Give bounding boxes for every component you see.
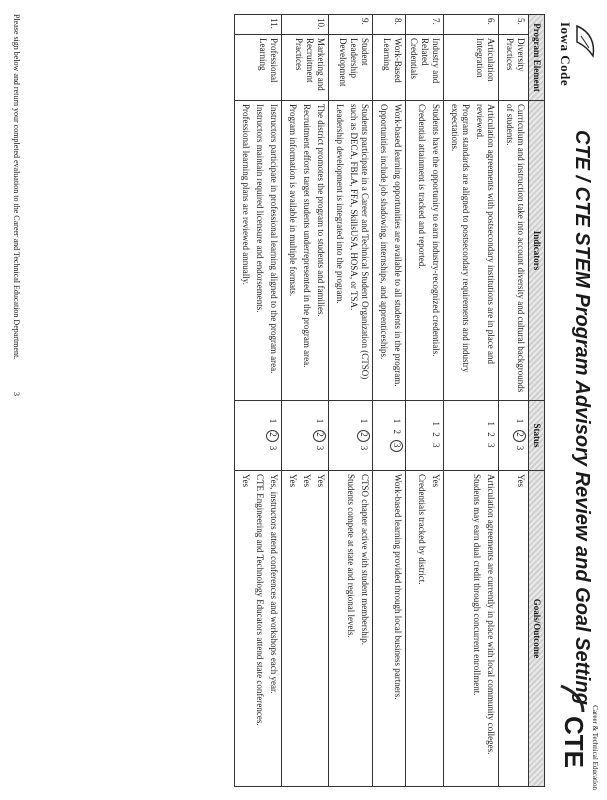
- row-number: 7.: [406, 15, 444, 35]
- rating-option: 2: [431, 432, 441, 439]
- table-row: [499, 15, 529, 787]
- rating-option: 2: [513, 430, 526, 442]
- status-rating: [444, 401, 499, 471]
- goal-text: Students may earn dual credit through concurrent enrollment.: [472, 474, 482, 696]
- rating-option: 2: [392, 429, 402, 437]
- indicator-text: Program information is available in multiple formats.: [288, 104, 298, 297]
- goal-text: Yes: [431, 474, 441, 488]
- rating-option: 2: [357, 430, 370, 442]
- indicators-cell: [329, 101, 373, 401]
- goal-text: CTSO chapter active with student membership.: [360, 474, 370, 645]
- goals-cell: [499, 471, 529, 787]
- indicator-text: Credential attainment is tracked and reported.: [417, 104, 427, 269]
- indicator-text: Instructors maintain required licensure and endorsements.: [255, 104, 265, 313]
- row-number: 5.: [499, 15, 529, 35]
- goal-text: Yes: [288, 474, 298, 488]
- indicators-cell: [282, 101, 329, 401]
- cte-logo-text: CTE: [559, 716, 589, 768]
- footer-note: Please sign below and return your completed evaluation to the Career and Technical Education Department.: [12, 14, 21, 360]
- status-rating: [282, 401, 329, 471]
- goals-cell: [329, 471, 373, 787]
- row-number: 6.: [444, 15, 499, 35]
- goals-cell: [444, 471, 499, 787]
- rating-option: 1: [486, 421, 496, 429]
- indicator-text: Instructors participate in professional learning aligned to the program area.: [269, 104, 279, 374]
- goals-cell: [235, 471, 282, 787]
- indicator-text: Program standards are aligned to postsecondary requirements and industry expectations.: [450, 104, 471, 373]
- program-element: Articulation Integration: [444, 35, 499, 101]
- bird-icon: [571, 22, 599, 62]
- indicator-text: Students participate in a Career and Technical Student Organization (CTSO) such as DECA, FBLA, FFA, SkillsUSA, HOSA, or TSA.: [349, 104, 370, 380]
- rating-option: 1: [315, 418, 325, 426]
- status-rating: [235, 401, 282, 471]
- goal-text: Work-based learning provided through local business partners.: [393, 474, 403, 700]
- col-header-goals: Goals/Outcome: [529, 471, 545, 787]
- cte-logo-tagline: Career & Technical Education: [591, 705, 599, 790]
- goals-cell: [406, 471, 444, 787]
- rating-option: 3: [359, 445, 369, 453]
- rating-option: 3: [390, 440, 403, 452]
- col-header-element: Program Element: [529, 15, 545, 101]
- indicators-cell: [499, 101, 529, 401]
- goals-cell: [373, 471, 406, 787]
- page-title: CTE / CTE STEM Program Advisory Review and Goal Setting: [571, 130, 593, 705]
- program-element: Professional Learning: [235, 35, 282, 101]
- indicators-cell: [373, 101, 406, 401]
- goal-text: Articulation agreements are currently in place with local community colleges.: [486, 474, 496, 755]
- table-header-row: [529, 15, 545, 787]
- program-element: Industry and Related Credentials: [406, 35, 444, 101]
- indicator-text: Articulation agreements with postsecondary institutions are in place and reviewed.: [475, 104, 496, 364]
- rating-option: 1: [431, 421, 441, 429]
- table-body: [235, 15, 529, 787]
- col-header-indicators: Indicators: [529, 101, 545, 401]
- state-logo: [553, 22, 599, 92]
- indicator-text: Leadership development is integrated into the program.: [335, 104, 345, 304]
- rating-option: 3: [268, 445, 278, 453]
- goal-text: Yes: [516, 474, 526, 488]
- indicator-text: Professional learning plans are reviewed annually.: [241, 104, 251, 285]
- rating-option: 2: [486, 432, 496, 439]
- swoosh-icon: [557, 684, 587, 714]
- rating-option: 3: [315, 445, 325, 453]
- page-number: 3: [12, 392, 21, 396]
- indicators-cell: [235, 101, 282, 401]
- status-rating: [406, 401, 444, 471]
- goal-text: Yes, instructors attend conferences and workshops each year.: [269, 474, 279, 694]
- program-element: Work-Based Learning: [373, 35, 406, 101]
- goal-text: Students compete at state and regional levels.: [346, 474, 356, 638]
- rating-option: 3: [431, 443, 441, 450]
- indicator-text: Students have the opportunity to earn industry-recognized credentials.: [431, 104, 441, 357]
- rating-option: 3: [486, 443, 496, 450]
- table-row: [373, 15, 406, 787]
- page-header: [551, 10, 601, 790]
- rating-option: 1: [392, 418, 402, 426]
- table-row: [444, 15, 499, 787]
- indicator-text: Recruitment efforts target students underrepresented in the program area.: [302, 104, 312, 368]
- rating-option: 1: [515, 418, 525, 426]
- status-rating: [499, 401, 529, 471]
- goal-text: Yes: [241, 474, 251, 488]
- row-number: 11.: [235, 15, 282, 35]
- table-row: [235, 15, 282, 787]
- program-element: Diversity Practices: [499, 35, 529, 101]
- row-number: 8.: [373, 15, 406, 35]
- rating-option: 1: [359, 418, 369, 426]
- indicator-text: The district promotes the program to students and families.: [316, 104, 326, 317]
- goal-text: CTE Engineering and Technology Educators attend state conferences.: [255, 474, 265, 726]
- rating-option: 2: [266, 430, 279, 442]
- rating-option: 2: [313, 430, 326, 442]
- cte-logo: [551, 680, 601, 790]
- rating-option: 1: [268, 418, 278, 426]
- program-element: Student Leadership Development: [329, 35, 373, 101]
- status-rating: [373, 401, 406, 471]
- status-rating: [329, 401, 373, 471]
- row-number: 10.: [282, 15, 329, 35]
- left-logo-text: Iowa Code: [558, 22, 573, 87]
- indicator-text: Work-based learning opportunities are available to all students in the program.: [393, 104, 403, 387]
- advisory-review-table: [234, 14, 545, 787]
- table-row: [329, 15, 373, 787]
- indicator-text: Opportunities include job shadowing, internships, and apprenticeships.: [379, 104, 389, 360]
- goal-text: Credentials tracked by district.: [417, 474, 427, 585]
- row-number: 9.: [329, 15, 373, 35]
- rating-option: 3: [515, 445, 525, 453]
- table-row: [282, 15, 329, 787]
- goal-text: Yes: [302, 474, 312, 488]
- goals-cell: [282, 471, 329, 787]
- indicators-cell: [406, 101, 444, 401]
- indicator-text: Curriculum and instruction take into account diversity and cultural backgrounds of students.: [505, 104, 526, 393]
- indicators-cell: [444, 101, 499, 401]
- program-element: Marketing and Recruitment Practices: [282, 35, 329, 101]
- goal-text: Yes: [316, 474, 326, 488]
- col-header-status: Status: [529, 401, 545, 471]
- table-row: [406, 15, 444, 787]
